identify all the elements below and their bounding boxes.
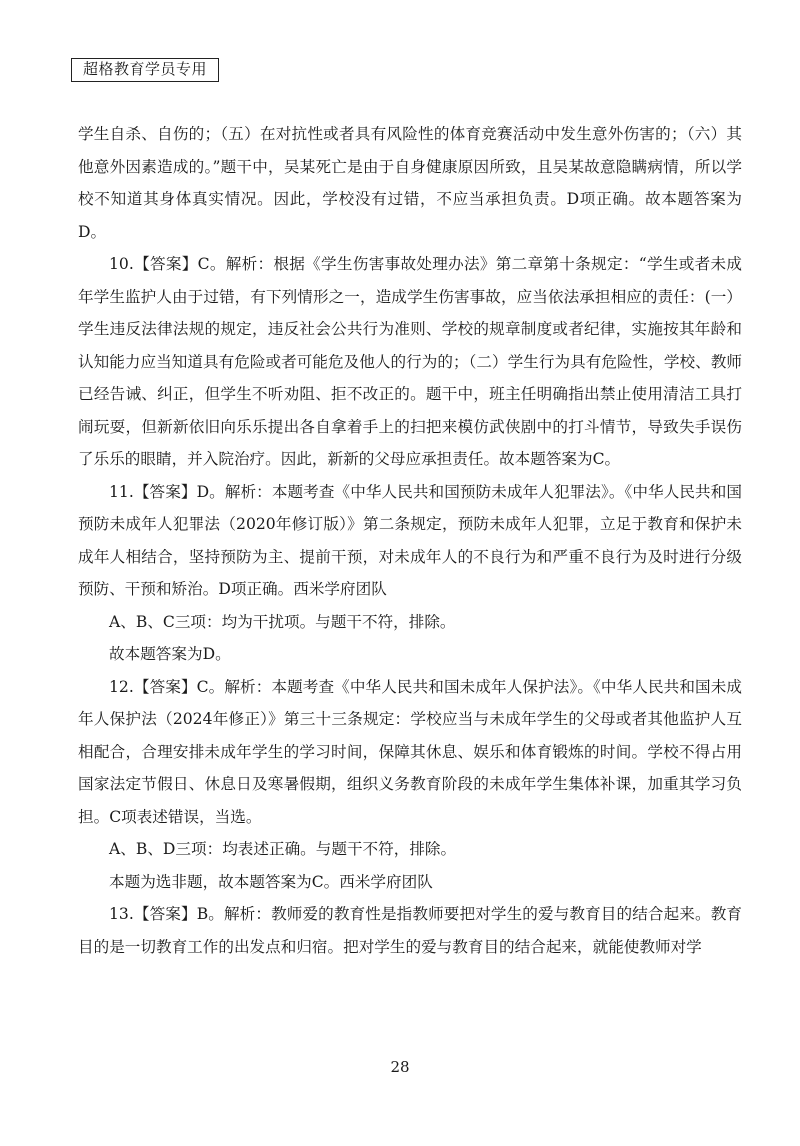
paragraph-q12: 12.【答案】C。解析：本题考查《中华人民共和国未成年人保护法》。《中华人民共和国未成年人保护法（2024年修正）》第三十三条规定：学校应当与未成年学生的父母或者其他监护人互相配合，合理安排未成年学生的学习时间，保障其休息、娱乐和体育锻炼的时间。学校不得占用国家法定节假日、休息日及寒暑假期，组织义务教育阶段的未成年学生集体补课，加重其学习负担。C项表述错误，当选。 <box>78 677 742 826</box>
paragraph-q12-answer: 本题为选非题，故本题答案为C。西米学府团队 <box>109 872 433 891</box>
paragraph-q11-options: A、B、C三项：均为干扰项。与题干不符，排除。 <box>109 612 456 631</box>
document-body <box>78 118 742 963</box>
header-label-box: 超格教育学员专用 <box>71 58 219 82</box>
paragraph-q12-options: A、B、D三项：均表述正确。与题干不符，排除。 <box>109 840 457 858</box>
paragraph-q9-continued: 学生自杀、自伤的；（五）在对抗性或者具有风险性的体育竞赛活动中发生意外伤害的；（六）其他意外因素造成的。”题干中，吴某死亡是由于自身健康原因所致，且吴某故意隐瞒病情，所以学校不知道其身体真实情况。因此，学校没有过错，不应当承担负责。D项正确。故本题答案为D。 <box>78 125 742 241</box>
paragraph-q11: 11.【答案】D。解析：本题考查《中华人民共和国预防未成年人犯罪法》。《中华人民共和国预防未成年人犯罪法（2020年修订版）》第二条规定，预防未成年人犯罪，立足于教育和保护未成年人相结合，坚持预防为主、提前干预，对未成年人的不良行为和严重不良行为及时进行分级预防、干预和矫治。D项正确。西米学府团队 <box>78 482 742 598</box>
paragraph-q11-answer: 故本题答案为D。 <box>109 645 231 663</box>
page-number: 28 <box>390 1058 410 1076</box>
paragraph-q10: 10.【答案】C。解析：根据《学生伤害事故处理办法》第二章第十条规定：“学生或者未成年学生监护人由于过错，有下列情形之一，造成学生伤害事故，应当依法承担相应的责任：(一）学生违反法律法规的规定，违反社会公共行为准则、学校的规章制度或者纪律，实施按其年龄和认知能力应当知道具有危险或者可能危及他人的行为的；（二）学生行为具有危险性，学校、教师已经告诫、纠正，但学生不听劝阻、拒不改正的。题干中，班主任明确指出禁止使用清洁工具打闹玩耍，但新新依旧向乐乐提出各自拿着手上的扫把来模仿武侠剧中的打斗情节，导致失手误伤了乐乐的眼睛，并入院治疗。因此，新新的父母应承担责任。故本题答案为C。 <box>78 255 743 468</box>
paragraph-q13: 13.【答案】B。解析：教师爱的教育性是指教师要把对学生的爱与教育目的结合起来。教育目的是一切教育工作的出发点和归宿。把对学生的爱与教育目的结合起来，就能使教师对学 <box>78 905 742 956</box>
